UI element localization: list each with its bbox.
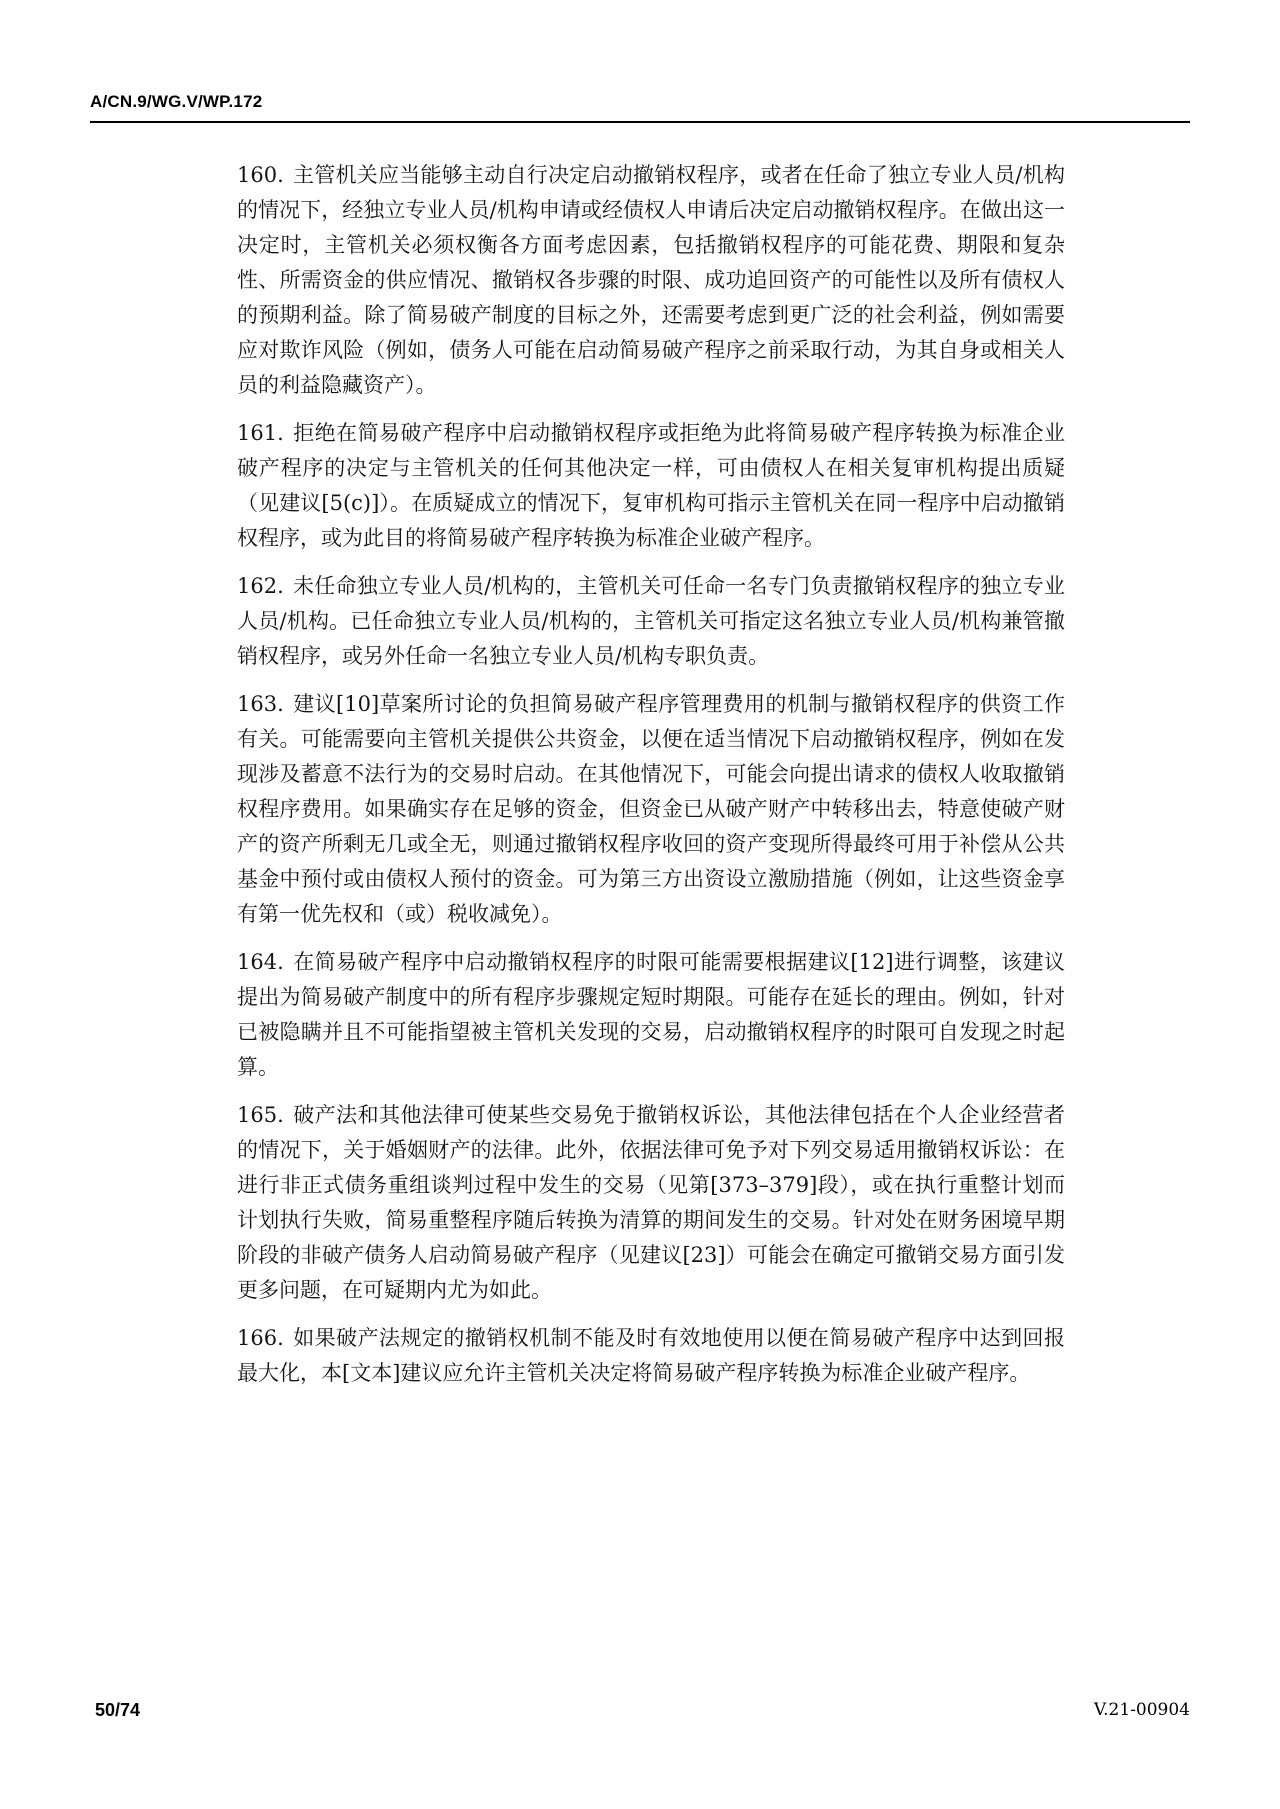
paragraph-165 — [237, 1098, 1065, 1308]
paragraph-number: 165. — [237, 1103, 284, 1127]
document-symbol: A/CN.9/WG.V/WP.172 — [90, 92, 263, 111]
paragraph-text: 建议[10]草案所讨论的负担简易破产程序管理费用的机制与撤销权程序的供资工作有关。可能需要向主管机关提供公共资金，以便在适当情况下启动撤销权程序，例如在发现涉及蓄意不法行为的交易时启动。在其他情况下，可能会向提出请求的债权人收取撤销权程序费用。如果确实存在足够的资金，但资金已从破产财产中转移出去，特意使破产财产的资产所剩无几或全无，则通过撤销权程序收回的资产变现所得最终可用于补偿从公共基金中预付或由债权人预付的资金。可为第三方出资设立激励措施（例如，让这些资金享有第一优先权和（或）税收减免）。 — [237, 692, 1065, 926]
paragraph-number: 164. — [237, 950, 284, 974]
paragraph-text: 主管机关应当能够主动自行决定启动撤销权程序，或者在任命了独立专业人员/机构的情况下，经独立专业人员/机构申请或经债权人申请后决定启动撤销权程序。在做出这一决定时，主管机关必须权衡各方面考虑因素，包括撤销权程序的可能花费、期限和复杂性、所需资金的供应情况、撤销权各步骤的时限、成功追回资产的可能性以及所有债权人的预期利益。除了简易破产制度的目标之外，还需要考虑到更广泛的社会利益，例如需要应对欺诈风险（例如，债务人可能在启动简易破产程序之前采取行动，为其自身或相关人员的利益隐藏资产）。 — [237, 163, 1065, 397]
paragraph-text: 破产法和其他法律可使某些交易免于撤销权诉讼，其他法律包括在个人企业经营者的情况下，关于婚姻财产的法律。此外，依据法律可免予对下列交易适用撤销权诉讼：在进行非正式债务重组谈判过程中发生的交易（见第[373–379]段），或在执行重整计划而计划执行失败，简易重整程序随后转换为清算的期间发生的交易。针对处在财务困境早期阶段的非破产债务人启动简易破产程序（见建议[23]）可能会在确定可撤销交易方面引发更多问题，在可疑期内尤为如此。 — [237, 1103, 1065, 1302]
paragraph-text: 未任命独立专业人员/机构的，主管机关可任命一名专门负责撤销权程序的独立专业人员/机构。已任命独立专业人员/机构的，主管机关可指定这名独立专业人员/机构兼管撤销权程序，或另外任命一名独立专业人员/机构专职负责。 — [237, 574, 1065, 668]
paragraph-160 — [237, 158, 1065, 403]
paragraph-162 — [237, 569, 1065, 674]
document-body — [237, 158, 1065, 1404]
paragraph-number: 166. — [237, 1326, 284, 1350]
paragraph-text: 如果破产法规定的撤销权机制不能及时有效地使用以便在简易破产程序中达到回报最大化，本[文本]建议应允许主管机关决定将简易破产程序转换为标准企业破产程序。 — [237, 1326, 1065, 1385]
document-id: V.21-00904 — [1093, 1700, 1190, 1720]
paragraph-text: 拒绝在简易破产程序中启动撤销权程序或拒绝为此将简易破产程序转换为标准企业破产程序的决定与主管机关的任何其他决定一样，可由债权人在相关复审机构提出质疑（见建议[5(c)]）。在质疑成立的情况下，复审机构可指示主管机关在同一程序中启动撤销权程序，或为此目的将简易破产程序转换为标准企业破产程序。 — [237, 421, 1065, 550]
paragraph-number: 163. — [237, 692, 284, 716]
paragraph-163 — [237, 687, 1065, 932]
paragraph-number: 162. — [237, 574, 284, 598]
paragraph-161 — [237, 416, 1065, 556]
paragraph-text: 在简易破产程序中启动撤销权程序的时限可能需要根据建议[12]进行调整，该建议提出为简易破产制度中的所有程序步骤规定短时期限。可能存在延长的理由。例如，针对已被隐瞒并且不可能指望被主管机关发现的交易，启动撤销权程序的时限可自发现之时起算。 — [237, 950, 1065, 1079]
paragraph-164 — [237, 945, 1065, 1085]
paragraph-number: 161. — [237, 421, 284, 445]
paragraph-number: 160. — [237, 163, 284, 187]
header-divider — [90, 121, 1190, 123]
page-number: 50/74 — [95, 1700, 141, 1720]
paragraph-166 — [237, 1321, 1065, 1391]
